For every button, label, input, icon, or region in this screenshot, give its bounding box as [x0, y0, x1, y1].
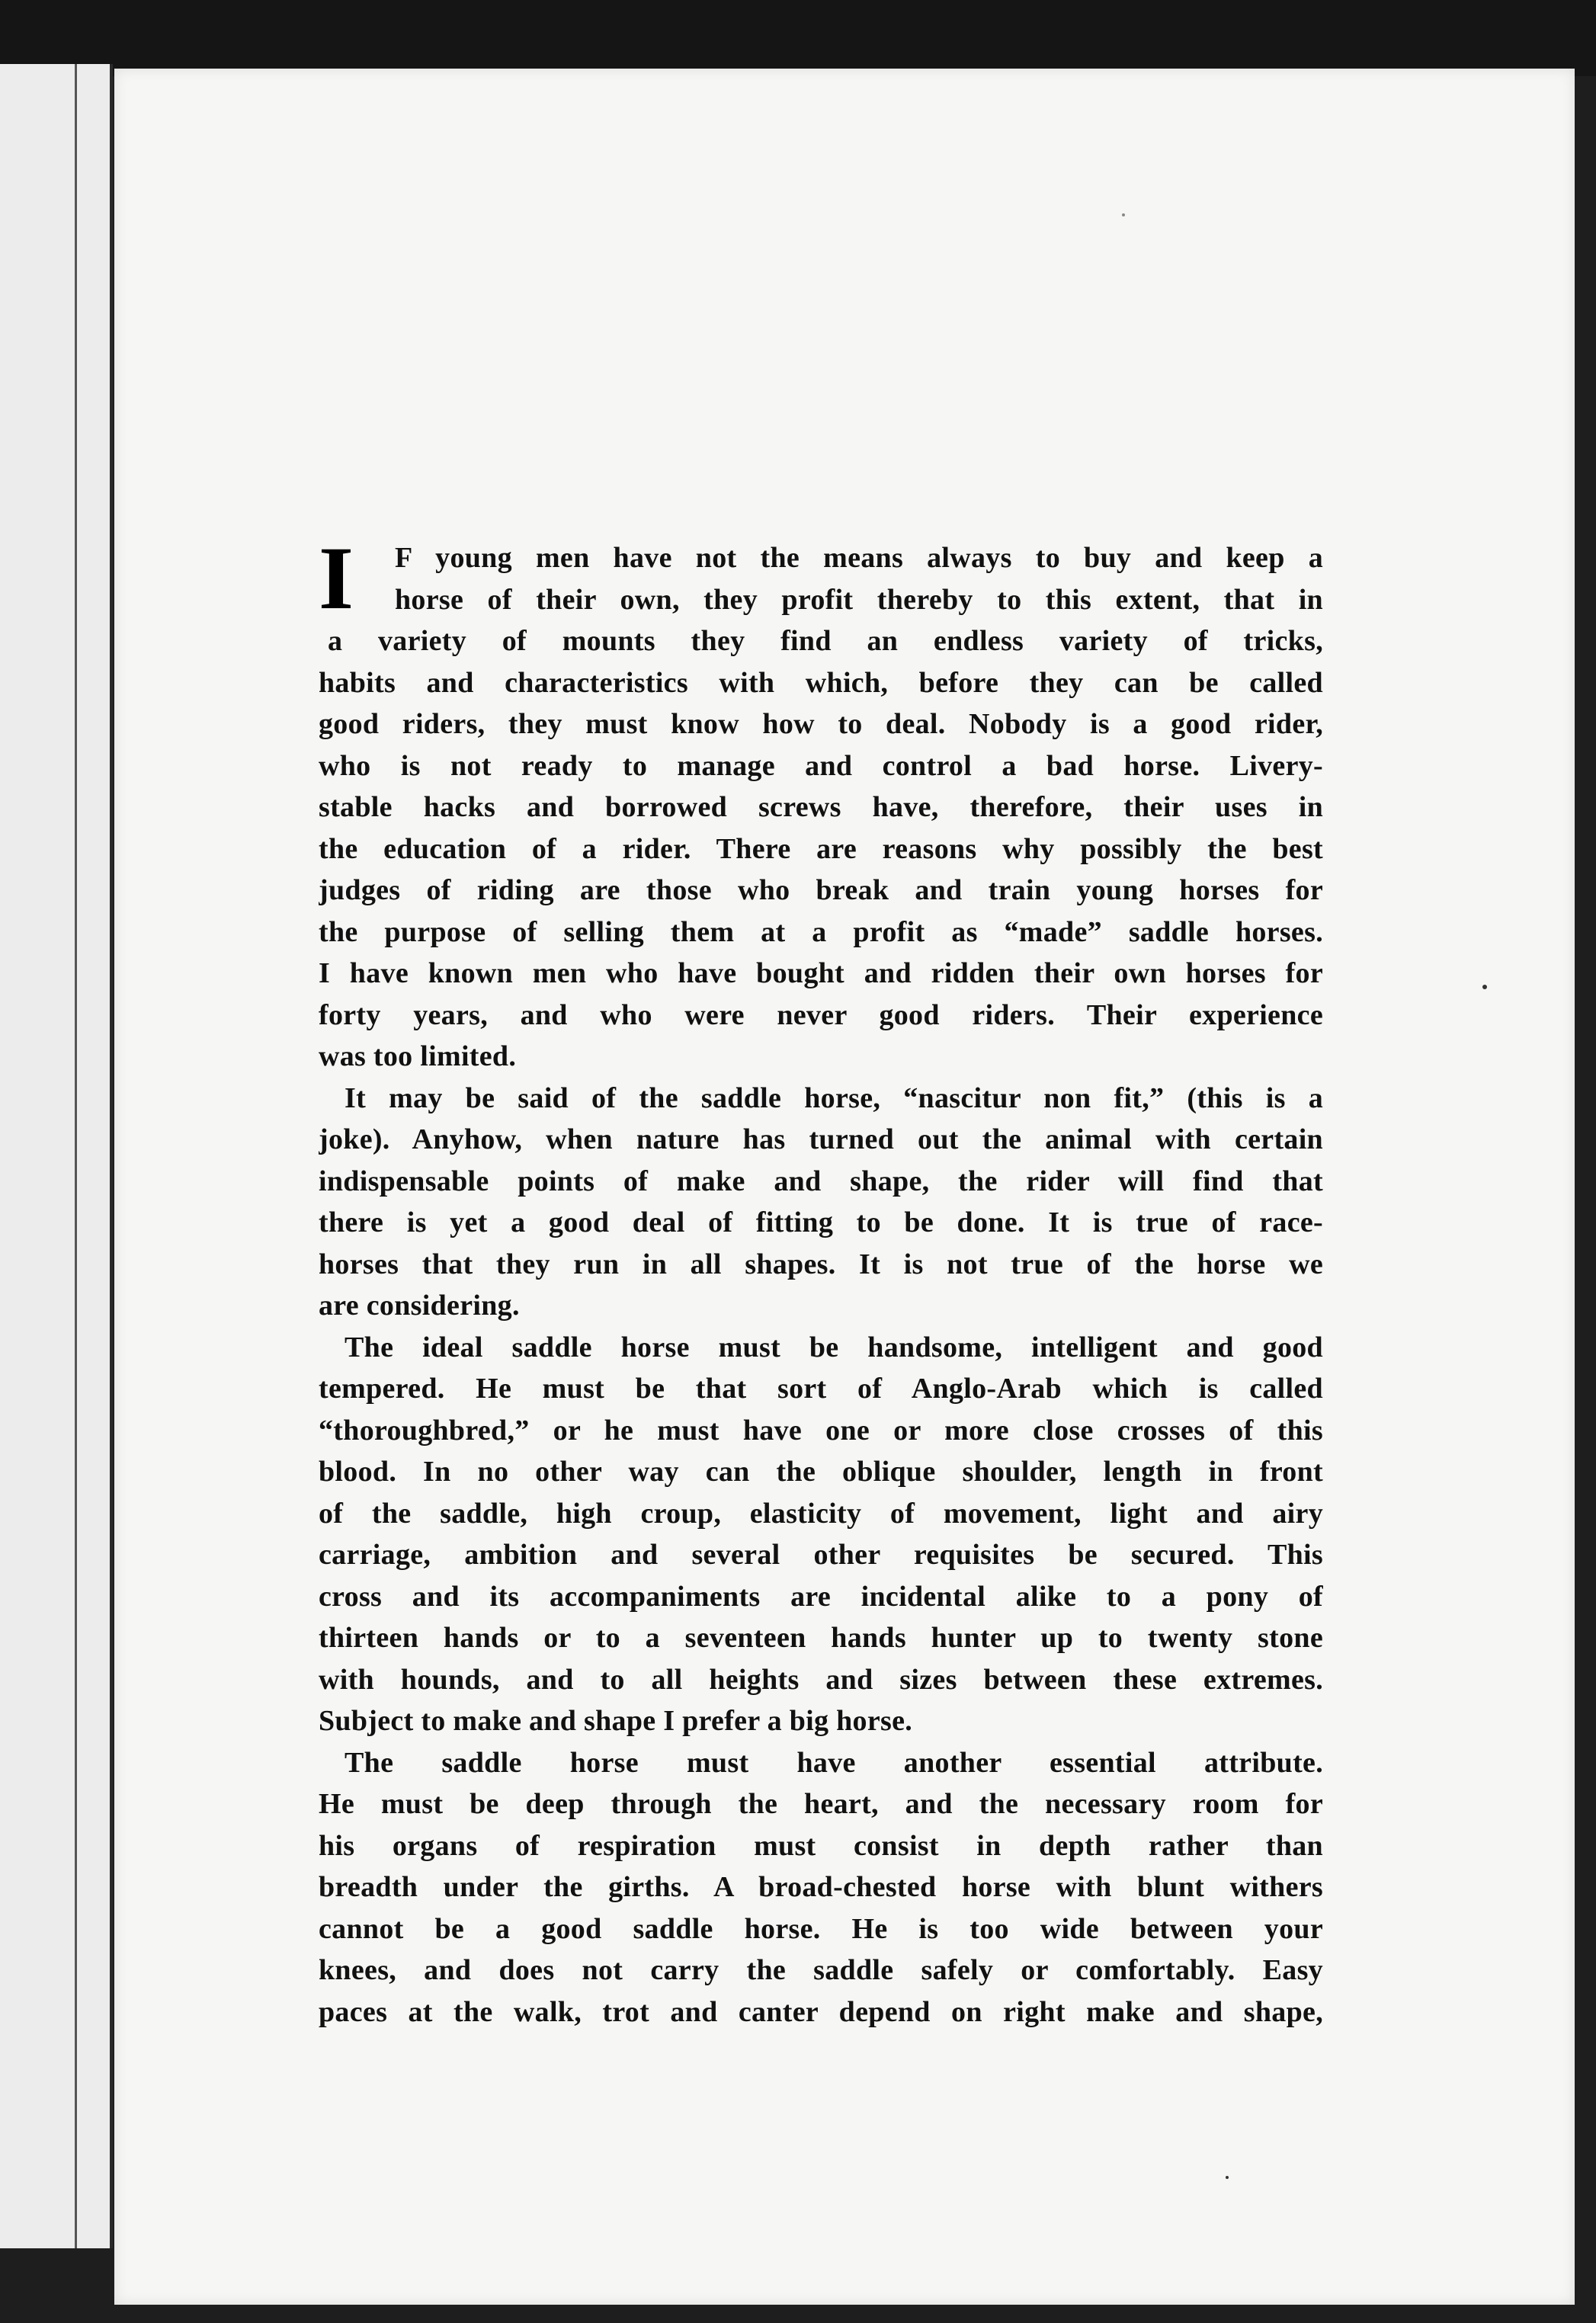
text-line: good riders, they must know how to deal. Nobody is a good rider, — [319, 708, 1323, 740]
text-lines — [319, 579, 1323, 2033]
text-line: who is not ready to manage and control a bad horse. Livery- — [319, 749, 1323, 782]
text-line: breadth under the girths. A broad-chested horse with blunt withers — [319, 1871, 1323, 1903]
text-line: his organs of respiration must consist in depth rather than — [319, 1829, 1323, 1862]
adjacent-page-edge — [0, 64, 113, 2248]
text-line: carriage, ambition and several other requisites be secured. This — [319, 1539, 1323, 1571]
text-line: there is yet a good deal of fitting to be done. It is true of race- — [319, 1206, 1323, 1238]
text-line: stable hacks and borrowed screws have, therefore, their uses in — [319, 791, 1323, 823]
text-line-first — [319, 537, 1323, 579]
text-line: forty years, and who were never good riders. Their experience — [319, 998, 1323, 1031]
text-line: The saddle horse must have another essential attribute. — [345, 1746, 1323, 1779]
text-line: are considering. — [319, 1290, 520, 1322]
text-line: Subject to make and shape I prefer a big horse. — [319, 1705, 913, 1737]
text-line: joke). Anyhow, when nature has turned out the animal with certain — [319, 1123, 1323, 1155]
text-line: paces at the walk, trot and canter depend on right make and shape, — [319, 1995, 1323, 2028]
text-line: the education of a rider. There are reasons why possibly the best — [319, 832, 1323, 865]
text-line: thirteen hands or to a seventeen hands hunter up to twenty stone — [319, 1622, 1323, 1654]
text-line: cross and its accompaniments are incidental alike to a pony of — [319, 1580, 1323, 1613]
text-line: horses that they run in all shapes. It is not true of the horse we — [319, 1248, 1323, 1280]
text-line: It may be said of the saddle horse, “nascitur non fit,” (this is a — [345, 1081, 1323, 1114]
page-gutter-line — [75, 64, 77, 2248]
text-line: “thoroughbred,” or he must have one or more close crosses of this — [319, 1414, 1323, 1447]
scan-top-border — [0, 0, 1596, 76]
first-line-text: F young men have not the means always to buy and keep a — [395, 542, 1323, 574]
text-line: knees, and does not carry the saddle safely or comfortably. Easy — [319, 1954, 1323, 1986]
text-line: the purpose of selling them at a profit as “made” saddle horses. — [319, 915, 1323, 948]
text-line: was too limited. — [319, 1040, 517, 1072]
text-line: a variety of mounts they find an endless variety of tricks, — [328, 625, 1323, 657]
text-line: habits and characteristics with which, before they can be called — [319, 666, 1323, 699]
text-line: The ideal saddle horse must be handsome, intelligent and good — [345, 1331, 1323, 1363]
text-line: I have known men who have bought and ridden their own horses for — [319, 957, 1323, 989]
text-line: of the saddle, high croup, elasticity of movement, light and airy — [319, 1497, 1323, 1530]
drop-cap-letter: I — [319, 528, 354, 628]
paper-speck — [1482, 985, 1487, 989]
text-line: indispensable points of make and shape, the rider will find that — [319, 1165, 1323, 1197]
paper-speck — [1122, 213, 1125, 216]
text-line: horse of their own, they profit thereby to this extent, that in — [395, 583, 1323, 616]
text-line: cannot be a good saddle horse. He is too wide between your — [319, 1912, 1323, 1945]
body-text — [319, 528, 1323, 2033]
text-line: with hounds, and to all heights and sizes between these extremes. — [319, 1663, 1323, 1696]
paper-speck — [1226, 2176, 1229, 2179]
text-line: judges of riding are those who break and train young horses for — [319, 874, 1323, 906]
text-line: He must be deep through the heart, and the necessary room for — [319, 1788, 1323, 1820]
text-line: blood. In no other way can the oblique shoulder, length in front — [319, 1456, 1323, 1488]
text-line: tempered. He must be that sort of Anglo-Arab which is called — [319, 1373, 1323, 1405]
